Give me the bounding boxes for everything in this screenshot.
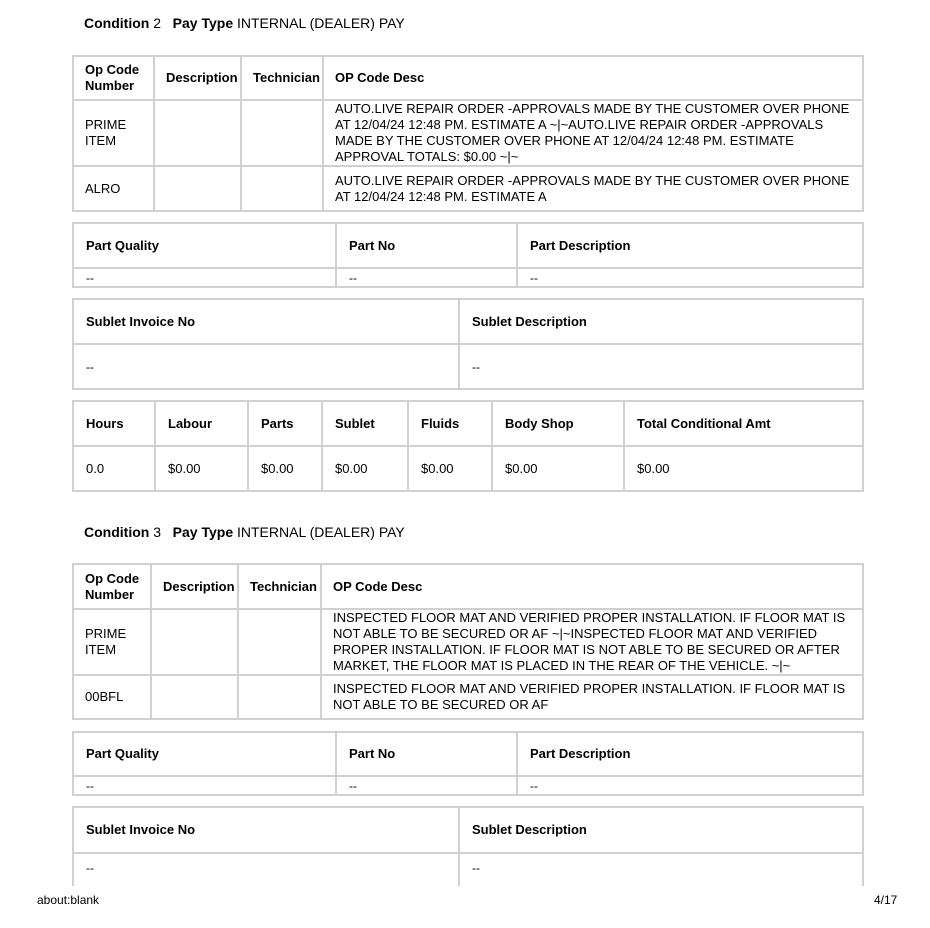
technician-cell — [238, 609, 321, 675]
sublet-invoice-header: Sublet Invoice No — [73, 807, 459, 853]
op-code-desc-header: OP Code Desc — [321, 564, 863, 609]
condition-label: Condition — [84, 15, 150, 31]
technician-header: Technician — [238, 564, 321, 609]
part-quality-cell: -- — [73, 776, 336, 795]
table-row — [73, 609, 863, 675]
pay-type-value: INTERNAL (DEALER) PAY — [237, 524, 405, 540]
sublet-description-cell: -- — [459, 853, 863, 886]
sublet-description-cell: -- — [459, 344, 863, 389]
footer-page-number: 4/17 — [874, 893, 898, 907]
sublet-description-header: Sublet Description — [459, 807, 863, 853]
parts-header: Parts — [248, 401, 322, 446]
description-header: Description — [154, 56, 241, 100]
fluids-header: Fluids — [408, 401, 492, 446]
part-description-cell: -- — [517, 776, 863, 795]
op-code-number-header: Op Code Number — [73, 56, 154, 100]
parts-table-condition-3 — [72, 731, 864, 796]
table-row — [73, 268, 863, 287]
pay-type-value: INTERNAL (DEALER) PAY — [237, 15, 405, 31]
condition-2-heading — [72, 13, 405, 33]
condition-number: 3 — [153, 524, 161, 540]
table-row — [73, 675, 863, 719]
hours-cell: 0.0 — [73, 446, 155, 491]
pay-type-label: Pay Type — [172, 524, 234, 540]
part-quality-header: Part Quality — [73, 223, 336, 268]
total-conditional-amt-cell: $0.00 — [624, 446, 863, 491]
technician-header: Technician — [241, 56, 323, 100]
sublet-table-condition-2 — [72, 298, 864, 390]
op-code-desc-cell: INSPECTED FLOOR MAT AND VERIFIED PROPER INSTALLATION. IF FLOOR MAT IS NOT ABLE TO BE SECURED OR AF — [321, 675, 863, 719]
part-description-header: Part Description — [517, 732, 863, 776]
table-row — [73, 344, 863, 389]
part-description-cell: -- — [517, 268, 863, 287]
footer-url: about:blank — [37, 893, 100, 907]
parts-cell: $0.00 — [248, 446, 322, 491]
op-code-desc-header: OP Code Desc — [323, 56, 863, 100]
op-code-desc-cell: AUTO.LIVE REPAIR ORDER -APPROVALS MADE BY THE CUSTOMER OVER PHONE AT 12/04/24 12:48 PM. ESTIMATE A ~|~AUTO.LIVE REPAIR ORDER -APPROVALS MADE BY THE CUSTOMER OVER PHONE AT 12/04/24 12:48 PM. ESTIMATE APPROVAL TOTALS: $0.00 ~|~ — [323, 100, 863, 166]
table-row — [73, 776, 863, 795]
condition-3-heading — [72, 522, 405, 542]
op-code-cell: PRIME ITEM — [73, 100, 154, 166]
pay-type-label: Pay Type — [172, 15, 234, 31]
body-shop-cell: $0.00 — [492, 446, 624, 491]
description-header: Description — [151, 564, 238, 609]
total-conditional-amt-header: Total Conditional Amt — [624, 401, 863, 446]
op-code-desc-cell: AUTO.LIVE REPAIR ORDER -APPROVALS MADE BY THE CUSTOMER OVER PHONE AT 12/04/24 12:48 PM. ESTIMATE A — [323, 166, 863, 211]
part-description-header: Part Description — [517, 223, 863, 268]
part-no-cell: -- — [336, 776, 517, 795]
labour-cell: $0.00 — [155, 446, 248, 491]
sublet-table-condition-3 — [72, 806, 864, 886]
table-row — [73, 166, 863, 211]
part-no-header: Part No — [336, 223, 517, 268]
part-quality-header: Part Quality — [73, 732, 336, 776]
description-cell — [151, 675, 238, 719]
sublet-invoice-cell: -- — [73, 853, 459, 886]
op-code-cell: 00BFL — [73, 675, 151, 719]
labour-header: Labour — [155, 401, 248, 446]
sublet-description-header: Sublet Description — [459, 299, 863, 344]
sublet-invoice-cell: -- — [73, 344, 459, 389]
sublet-invoice-header: Sublet Invoice No — [73, 299, 459, 344]
op-code-cell: ALRO — [73, 166, 154, 211]
table-row — [73, 853, 863, 886]
table-row — [73, 446, 863, 491]
op-code-table-condition-3 — [72, 563, 864, 720]
op-code-number-header: Op Code Number — [73, 564, 151, 609]
fluids-cell: $0.00 — [408, 446, 492, 491]
description-cell — [154, 100, 241, 166]
hours-header: Hours — [73, 401, 155, 446]
description-cell — [154, 166, 241, 211]
condition-label: Condition — [84, 524, 150, 540]
technician-cell — [241, 100, 323, 166]
table-row — [73, 100, 863, 166]
sublet-header: Sublet — [322, 401, 408, 446]
sublet-table-clip — [72, 806, 864, 886]
op-code-cell: PRIME ITEM — [73, 609, 151, 675]
op-code-desc-cell: INSPECTED FLOOR MAT AND VERIFIED PROPER INSTALLATION. IF FLOOR MAT IS NOT ABLE TO BE SECURED OR AF ~|~INSPECTED FLOOR MAT AND VERIFIED PROPER INSTALLATION. IF FLOOR MAT IS NOT ABLE TO BE SECURED OR AFTER MARKET, THE FLOOR MAT IS PLACED IN THE REAR OF THE VEHICLE. ~|~ — [321, 609, 863, 675]
part-quality-cell: -- — [73, 268, 336, 287]
part-no-cell: -- — [336, 268, 517, 287]
description-cell — [151, 609, 238, 675]
totals-table-condition-2 — [72, 400, 864, 492]
technician-cell — [238, 675, 321, 719]
sublet-cell: $0.00 — [322, 446, 408, 491]
op-code-table-condition-2 — [72, 55, 864, 212]
body-shop-header: Body Shop — [492, 401, 624, 446]
condition-number: 2 — [153, 15, 161, 31]
parts-table-condition-2 — [72, 222, 864, 288]
technician-cell — [241, 166, 323, 211]
part-no-header: Part No — [336, 732, 517, 776]
